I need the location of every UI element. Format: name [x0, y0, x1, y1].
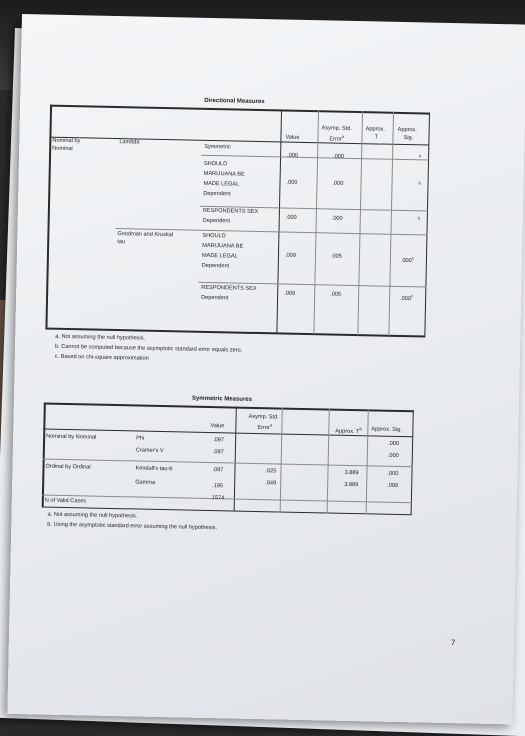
row-label-2: MARIJUANA BE	[203, 170, 245, 178]
footnote: b. Using the asymptotic standard error assuming the null hypothesis.	[47, 521, 218, 532]
header-sig: Approx. Sig.	[371, 426, 402, 434]
row-value: .097	[213, 437, 225, 444]
row-label-2: Dependent	[202, 217, 231, 225]
row-sig: .000$^c$	[400, 255, 414, 265]
row-label: Gamma	[135, 479, 156, 486]
header-t: Approx. $T^b$	[335, 426, 362, 436]
row-ase: .005	[330, 291, 342, 298]
row-ase: .025	[265, 468, 277, 475]
header-sig: Approx.	[397, 126, 417, 134]
row-value: .097	[212, 467, 224, 474]
row-ase: .000	[331, 215, 343, 222]
row-sig: .000	[387, 452, 399, 459]
row-label-3: MADE LEGAL	[201, 252, 238, 260]
row-ase: .005	[330, 253, 342, 260]
row-label: SHOULD	[202, 232, 226, 240]
gk-label: Goodman and Kruskal	[117, 231, 174, 239]
row-label: Kendall's tau-b	[135, 465, 173, 473]
row-label-2: Dependent	[201, 294, 229, 302]
table-title: Symmetric Measures	[191, 395, 253, 403]
row-value: .000	[287, 152, 299, 159]
row-label: RESPONDENTS SEX	[202, 207, 259, 215]
row-value: .009	[284, 290, 296, 297]
row-ase: .049	[265, 480, 277, 487]
row-group: Nominal by Nominal	[46, 433, 97, 441]
header-value: Value	[285, 134, 300, 141]
row-label-3: MADE LEGAL	[203, 180, 240, 188]
table-top-border	[44, 403, 414, 412]
header-ase: Asymp. Std.	[321, 125, 352, 132]
row-group: Ordinal by Ordinal	[45, 463, 91, 471]
table-left-border	[42, 403, 46, 507]
header-t: Approx.	[365, 126, 386, 133]
row-label: RESPONDENTS SEX	[201, 284, 257, 292]
footnote: a. Not assuming the null hypothesis.	[55, 333, 146, 342]
row-sig: .000	[388, 440, 400, 447]
footnote: c. Based on chi-square approximation	[54, 353, 149, 362]
document-page	[7, 14, 525, 724]
lambda-label: Lambda	[119, 139, 140, 146]
row-value: .000	[286, 179, 298, 186]
row-value: .009	[284, 252, 296, 259]
page-number: 7	[450, 638, 456, 648]
header-ase2: Error$^a$	[329, 133, 345, 143]
row-value: 1574	[211, 495, 225, 502]
group-label-2: Nominal	[52, 145, 73, 153]
row-sig: b	[418, 180, 421, 186]
header-sig2: Sig.	[403, 135, 414, 142]
row-t: 3.889	[344, 469, 359, 477]
table-right-border	[411, 410, 414, 515]
row-value: .097	[212, 449, 224, 456]
row-t: 3.889	[344, 481, 359, 489]
row-value: .195	[212, 483, 224, 490]
header-value: Value	[210, 423, 225, 430]
footnote: b. Cannot be computed because the asymptotic standard error equals zero.	[54, 343, 243, 354]
row-ase: .000	[333, 153, 345, 160]
row-ase: .000	[332, 180, 344, 187]
header-ase2: Error$^a$	[257, 422, 273, 432]
table-left-border	[45, 105, 51, 328]
row-sig: .000$^c$	[400, 293, 414, 303]
row-label: Cramer's V	[135, 447, 164, 455]
row-sig: b	[417, 215, 421, 221]
row-label-4: Dependent	[201, 262, 230, 270]
row-value: .000	[285, 214, 297, 221]
row-group: N of Valid Cases	[44, 497, 87, 505]
row-sig: .000	[387, 470, 399, 477]
row-label: Symmetric	[204, 143, 231, 151]
row-label: Phi	[136, 435, 145, 442]
table-right-border	[424, 113, 430, 337]
footnote: a. Not assuming the null hypothesis.	[47, 511, 138, 520]
table-top-border	[50, 105, 430, 115]
row-sig: .000	[387, 482, 399, 489]
header-divider	[49, 134, 429, 146]
value-col-divider	[276, 109, 282, 333]
table-title: Directional Measures	[204, 97, 265, 106]
row-label-4: Dependent	[203, 190, 231, 198]
group-label: Nominal by	[52, 137, 81, 145]
row-label: SHOULD	[203, 160, 228, 168]
header-ase: Asymp. Std.	[248, 413, 279, 421]
value-col-divider	[234, 407, 237, 512]
row-label-2: MARIJUANA BE	[202, 242, 244, 250]
header-t2: T	[374, 134, 378, 141]
row-sig: b	[419, 153, 422, 159]
gk-label-2: tau	[117, 239, 126, 246]
